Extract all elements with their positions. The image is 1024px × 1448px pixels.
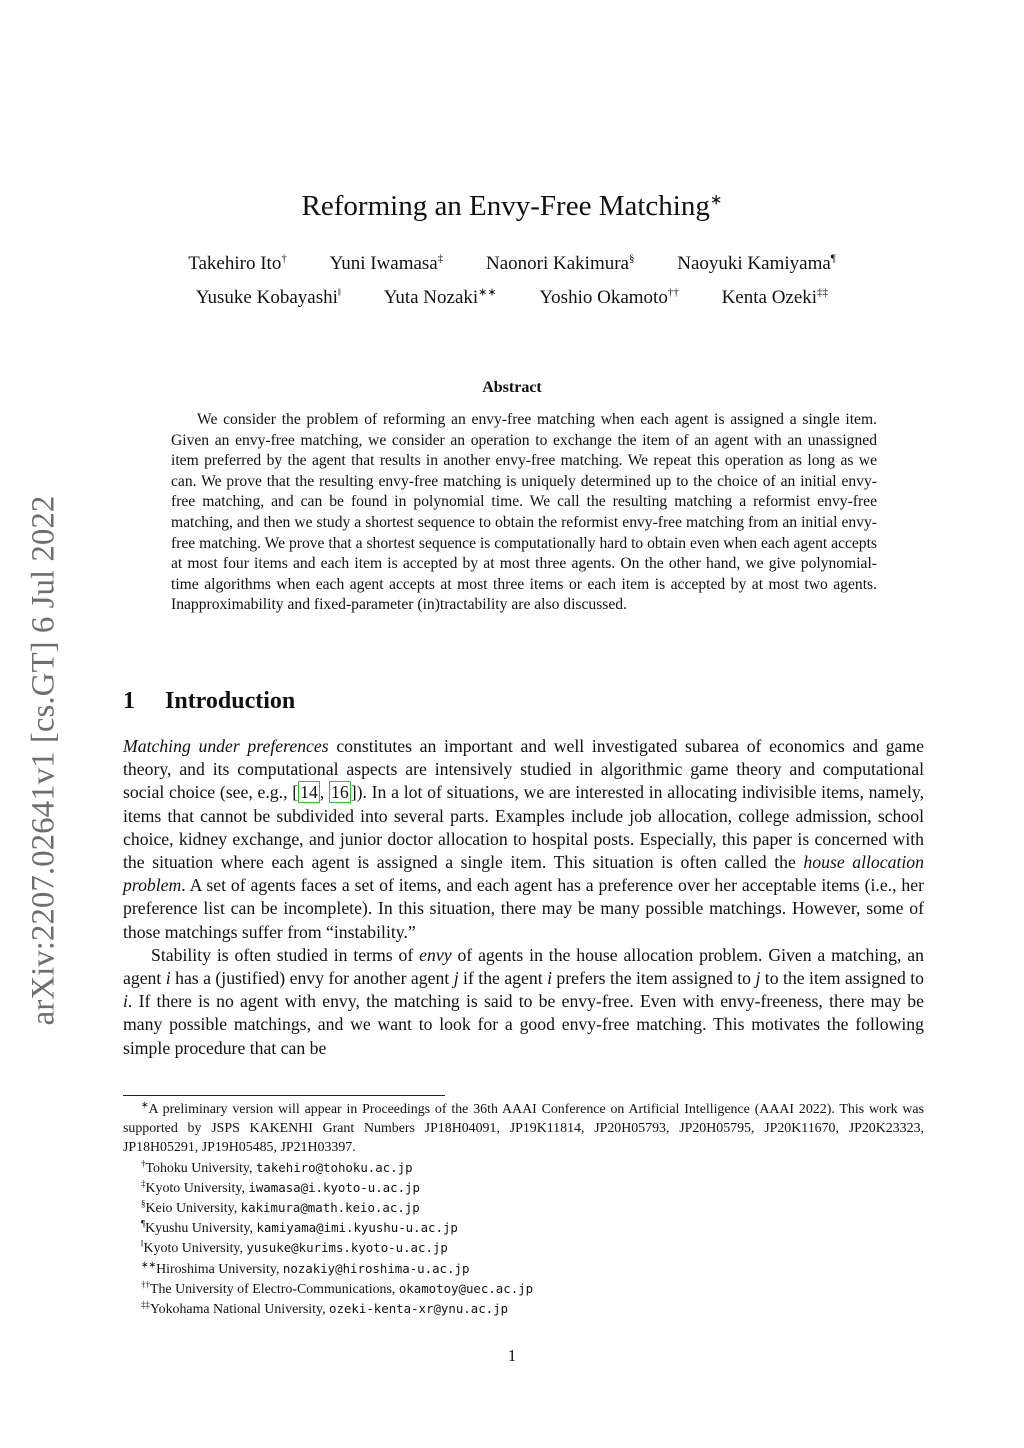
email-link[interactable]: iwamasa@i.kyoto-u.ac.jp	[248, 1179, 420, 1195]
citation-link[interactable]: 14	[300, 782, 318, 803]
footnote-affiliation: †Tohoku University, takehiro@tohoku.ac.jp	[141, 1157, 413, 1176]
email-link[interactable]: kamiyama@imi.kyushu-u.ac.jp	[256, 1220, 458, 1236]
paragraph: Matching under preferences constitutes an important and well investigated subarea of economics and game theory, and its computational aspects are intensively studied in algorithmic game theory and computational social choice (see, e.g., [ 14 , 16 ]). In a lot of situations, we are interested in allocating indivisible items, namely, items that cannot be subdivided into several parts. Examples include job allocation, college admission, school choice, kidney exchange, and junior doctor allocation to hospital posts. Especially, this paper is concerned with the situation where each agent is assigned a single item. This situation is often called the house allocation problem. A set of agents faces a set of items, and each agent has a preference over her acceptable items (i.e., her preference list can be incomplete). In this situation, there may be many possible matchings. However, some of those matchings suffer from “instability.”	[123, 736, 924, 942]
author: Naonori Kakimura§	[486, 252, 635, 274]
footnote-affiliation: ¶Kyushu University, kamiyama@imi.kyushu-u.ac.jp	[141, 1218, 458, 1237]
paragraph: Stability is often studied in terms of envy of agents in the house allocation problem. Given a matching, an agent i has a (justified) envy for another agent j if the agent i prefers the item assigned to j to the item assigned to i. If there is no agent with envy, the matching is said to be envy-free. Even with envy-freeness, there may be many possible matchings, and we want to look for a good envy-free matching. This motivates the following simple procedure that can be	[123, 944, 925, 1058]
footnote-affiliation: ‖Kyoto University, yusuke@kurims.kyoto-u.ac.jp	[141, 1238, 448, 1257]
email-link[interactable]: okamotoy@uec.ac.jp	[398, 1280, 534, 1296]
author: Naoyuki Kamiyama¶	[677, 252, 836, 274]
footnote-affiliation: §Keio University, kakimura@math.keio.ac.jp	[141, 1198, 420, 1217]
footnote-affiliation: ‡Kyoto University, iwamasa@i.kyoto-u.ac.jp	[141, 1178, 420, 1196]
footnote-affiliation: ∗∗Hiroshima University, nozakiy@hiroshima-u.ac.jp	[141, 1259, 470, 1277]
email-link[interactable]: nozakiy@hiroshima-u.ac.jp	[282, 1260, 470, 1276]
abstract-text: We consider the problem of reforming an envy-free matching when each agent is assigned a single item. Given an envy-free matching, we consider an operation to exchange the item of an agent with an unassigned item preferred by the agent that results in another envy-free matching. We repeat this operation as long as we can. We prove that the resulting envy-free matching is uniquely determined up to the choice of an initial envy-free matching, and can be found in polynomial time. We call the resulting matching a reformist envy-free matching, and then we study a shortest sequence to obtain the reformist envy-free matching from an initial envy-free matching. We prove that a shortest sequence is computationally hard to obtain even when each agent accepts at most four items and each item is accepted by at most three agents. On the other hand, we give polynomial-time algorithms when each agent accepts at most three items or each item is accepted by at most two agents. Inapproximability and fixed-parameter (in)tractability are also discussed.	[171, 411, 877, 614]
email-link[interactable]: yusuke@kurims.kyoto-u.ac.jp	[246, 1240, 448, 1256]
citation-link[interactable]: 16	[331, 782, 349, 803]
abstract-body	[171, 410, 877, 616]
author: Kenta Ozeki‡‡	[721, 286, 829, 308]
footnote-affiliation: ††The University of Electro-Communications, okamotoy@uec.ac.jp	[141, 1279, 534, 1297]
introduction-body	[123, 735, 924, 1060]
author-row-1	[0, 253, 1024, 275]
section-title: Introduction	[165, 688, 296, 714]
paper-title	[0, 190, 1024, 223]
footnote-affiliation: ‡‡Yokohama National University, ozeki-kenta-xr@ynu.ac.jp	[141, 1299, 509, 1318]
section-heading	[123, 688, 295, 715]
footnotes	[123, 1100, 924, 1319]
footnote-acknowledgement: ∗A preliminary version will appear in Proceedings of the 36th AAAI Conference on Artificial Intelligence (AAAI 2022). This work was supported by JSPS KAKENHI Grant Numbers JP18H04091, JP19K11814, JP20H05793, JP20H05795, JP20K11670, JP20K23323, JP18H05291, JP19H05485, JP21H03397.	[123, 1099, 924, 1156]
arxiv-identifier: arXiv:2207.02641v1 [cs.GT] 6 Jul 2022	[25, 495, 62, 1025]
arxiv-identifier-stamp	[14, 470, 74, 1050]
footnote-rule	[123, 1095, 445, 1096]
email-link[interactable]: takehiro@tohoku.ac.jp	[255, 1159, 413, 1175]
section-number: 1	[123, 688, 135, 714]
author: Yuni Iwamasa‡	[329, 252, 444, 274]
email-link[interactable]: kakimura@math.keio.ac.jp	[240, 1200, 420, 1216]
email-link[interactable]: ozeki-kenta-xr@ynu.ac.jp	[329, 1301, 509, 1317]
author: Yoshio Okamoto††	[539, 286, 679, 308]
author: Takehiro Ito†	[188, 252, 287, 274]
author-row-2	[0, 287, 1024, 309]
title-footnote-mark: ∗	[709, 192, 723, 209]
author: Yusuke Kobayashi‖	[195, 286, 341, 308]
author: Yuta Nozaki∗∗	[383, 286, 497, 308]
abstract-heading: Abstract	[482, 379, 542, 396]
page-number: 1	[507, 1346, 517, 1365]
title-text: Reforming an Envy-Free Matching	[301, 190, 710, 222]
